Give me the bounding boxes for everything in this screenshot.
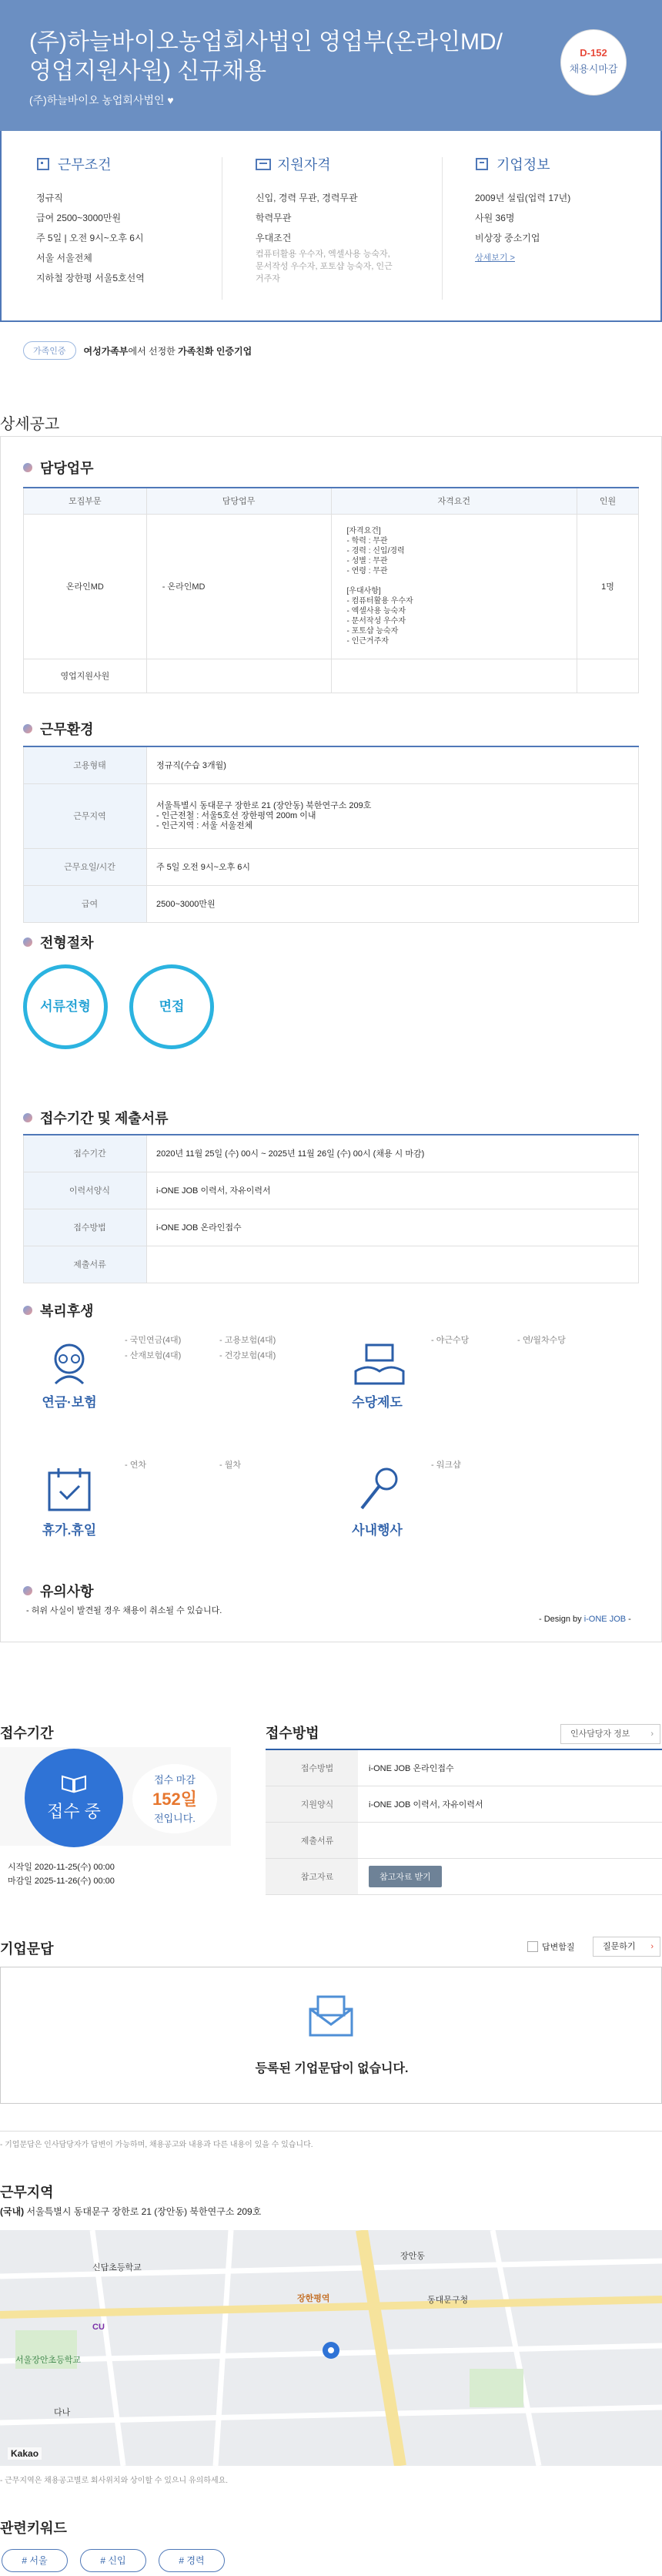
benefit-item: - 고용보험(4대) xyxy=(219,1336,276,1345)
qual-preferences: 컴퓨터활용 우수자, 엑셀사용 능숙자, 문서작성 우수자, 포토샵 능숙자, 인근거주자 xyxy=(256,250,393,283)
row-label: 제출서류 xyxy=(266,1822,358,1858)
row-label: 접수방법 xyxy=(266,1749,358,1786)
row-label: 급여 xyxy=(24,885,147,922)
table-row xyxy=(24,783,639,848)
qual-item: 우대조건 xyxy=(256,233,292,243)
row-label: 이력서양식 xyxy=(24,1172,147,1209)
book-icon xyxy=(25,1773,123,1796)
keyword-tag[interactable]: # 신입 xyxy=(80,2549,146,2572)
divider xyxy=(442,157,443,300)
work-conditions xyxy=(36,154,229,288)
benefit-name: 연금·보험 xyxy=(42,1395,97,1410)
design-credit xyxy=(539,1615,631,1624)
map-brand: Kakao xyxy=(8,2447,42,2460)
map-label: 동대문구청 xyxy=(427,2296,469,2305)
row-label: 고용형태 xyxy=(24,746,147,783)
work-item: 서울 서울전체 xyxy=(36,253,92,263)
hr-info-button[interactable] xyxy=(560,1724,660,1744)
map-label: 신답초등학교 xyxy=(92,2263,142,2272)
row-label: 근무요일/시간 xyxy=(24,848,147,885)
bullet-dot-icon xyxy=(23,1306,32,1315)
design-credit-c: - xyxy=(626,1615,631,1624)
notice-text: - 허위 사실이 발견될 경우 채용이 취소될 수 있습니다. xyxy=(26,1606,222,1615)
map-label: CU xyxy=(92,2323,105,2332)
chevron-right-icon: › xyxy=(650,1729,654,1739)
benefit-name: 수당제도 xyxy=(352,1395,403,1410)
info-icon xyxy=(475,157,490,171)
table-header: 담당업무 xyxy=(146,488,331,514)
cert-text: 에서 선정한 xyxy=(128,345,179,357)
company-detail-link[interactable]: 상세보기 > xyxy=(475,253,515,263)
duty-count: 1명 xyxy=(577,514,639,659)
map-label: 장한평역 xyxy=(297,2294,330,2303)
map-label: 다나 xyxy=(54,2408,71,2417)
checkbox[interactable] xyxy=(527,1941,538,1952)
bullet-dot-icon xyxy=(23,463,32,472)
env-heading xyxy=(23,719,94,739)
qualifications xyxy=(256,154,448,285)
benefit-item: - 야근수당 xyxy=(431,1336,470,1345)
remain-days: 152일 xyxy=(152,1789,197,1809)
qa-note: - 기업문답은 인사담당자가 답변이 가능하며, 채용공고와 내용과 다른 내용이 있을 수 있습니다. xyxy=(0,2141,313,2149)
table-row xyxy=(24,659,639,693)
duty-task xyxy=(146,659,331,693)
job-header xyxy=(0,0,662,131)
table-row xyxy=(24,1209,639,1246)
remain-suffix: 전입니다. xyxy=(154,1813,196,1824)
work-item: 지하철 장한평 서울5호선역 xyxy=(36,273,145,283)
company-item: 2009년 설립(업력 17년) xyxy=(475,193,571,203)
row-value xyxy=(147,1246,639,1283)
row-label: 제출서류 xyxy=(24,1246,147,1283)
pension-icon xyxy=(42,1340,96,1389)
benefit-item: - 건강보험(4대) xyxy=(219,1351,276,1360)
allowance-icon xyxy=(353,1340,406,1389)
table-header: 자격요건 xyxy=(331,488,577,514)
ask-question-button[interactable] xyxy=(593,1937,660,1957)
cert-name: 가족친화 인증기업 xyxy=(178,345,252,357)
company-item: 비상장 중소기업 xyxy=(475,233,540,243)
envelope-icon xyxy=(307,1992,355,2041)
duty-part: 온라인MD xyxy=(24,514,147,659)
duty-table xyxy=(23,487,639,693)
bullet-dot-icon xyxy=(23,937,32,947)
company-title: 기업정보 xyxy=(496,157,550,173)
table-row xyxy=(266,1749,662,1786)
env-title: 근무환경 xyxy=(40,722,94,737)
keyword-tag[interactable]: # 서울 xyxy=(2,2549,68,2572)
download-reference-button[interactable]: 참고자료 받기 xyxy=(369,1866,442,1887)
benefit-name: 휴가.휴일 xyxy=(42,1523,97,1538)
qual-item: 학력무관 xyxy=(256,213,292,223)
table-row xyxy=(266,1786,662,1822)
work-item: 주 5일 | 오전 9시~오후 6시 xyxy=(36,233,144,243)
benefit-item: - 월차 xyxy=(219,1461,241,1470)
row-value: i-ONE JOB 온라인접수 xyxy=(147,1209,639,1246)
table-row xyxy=(24,1246,639,1283)
bullet-dot-icon xyxy=(23,1586,32,1595)
row-label: 근무지역 xyxy=(24,783,147,848)
benefit-item: - 워크샵 xyxy=(431,1461,461,1470)
benefit-item: - 산재보험(4대) xyxy=(125,1351,182,1360)
certification-row xyxy=(23,341,252,360)
cert-agency: 여성가족부 xyxy=(83,345,129,357)
qual-title: 지원자격 xyxy=(277,157,331,173)
keyword-tag[interactable]: # 경력 xyxy=(159,2549,225,2572)
table-row xyxy=(24,885,639,922)
notice-title: 유의사항 xyxy=(40,1584,94,1599)
table-header: 인원 xyxy=(577,488,639,514)
duty-req xyxy=(331,659,577,693)
duty-heading xyxy=(23,458,94,478)
table-row xyxy=(24,848,639,885)
row-value: i-ONE JOB 이력서, 자유이력서 xyxy=(358,1786,662,1822)
remain-circle xyxy=(132,1764,217,1833)
job-title: (주)하늘바이오농업회사법인 영업부(온라인MD/ 영업지원사원) 신규채용 xyxy=(29,29,503,84)
duty-count xyxy=(577,659,639,693)
row-label: 접수기간 xyxy=(24,1135,147,1172)
notice-heading xyxy=(23,1581,94,1601)
benefit-item: - 국민연금(4대) xyxy=(125,1336,182,1345)
dday-badge xyxy=(560,29,627,96)
detail-heading: 상세공고 xyxy=(0,416,60,433)
row-value xyxy=(358,1822,662,1858)
location-text: 서울특별시 동대문구 장한로 21 (장안동) 북한연구소 209호 xyxy=(24,2206,262,2217)
duty-task: - 온라인MD xyxy=(146,514,331,659)
duty-part: 영업지원사원 xyxy=(24,659,147,693)
location-note: - 근무지역은 채용공고별로 회사위치와 상이할 수 있으니 유의하세요. xyxy=(0,2477,229,2485)
summary-panel xyxy=(0,131,662,322)
table-row xyxy=(266,1822,662,1858)
hr-info-label: 인사담당자 정보 xyxy=(570,1729,630,1739)
benefit-item: - 연차 xyxy=(125,1461,146,1470)
remain-label: 접수 마감 xyxy=(154,1774,196,1786)
keywords-heading: 관련키워드 xyxy=(0,2521,67,2536)
divider xyxy=(0,2131,662,2132)
design-credit-brand: i-ONE JOB xyxy=(583,1615,627,1624)
qual-item: 신입, 경력 무관, 경력무관 xyxy=(256,193,358,203)
location-map[interactable] xyxy=(0,2230,662,2466)
process-step: 서류전형 xyxy=(23,964,108,1049)
table-row xyxy=(24,1135,639,1172)
map-label: 서울장안초등학교 xyxy=(15,2356,82,2365)
row-value: i-ONE JOB 이력서, 자유이력서 xyxy=(147,1172,639,1209)
company-item: 사원 36명 xyxy=(475,213,515,223)
status-circle xyxy=(25,1749,123,1847)
id-card-icon xyxy=(256,157,271,171)
design-credit-a: - Design by xyxy=(539,1615,584,1624)
location-heading: 근무지역 xyxy=(0,2185,54,2200)
method-table xyxy=(266,1749,662,1895)
row-value: 주 5일 오전 9시~오후 6시 xyxy=(147,848,639,885)
row-label: 참고자료 xyxy=(266,1858,358,1894)
period-heading: 접수기간 xyxy=(0,1726,54,1741)
table-row xyxy=(24,514,639,659)
duty-req: [자격요건] - 학력 : 무관 - 경력 : 신입/경력 - 성별 : 무관 - 연령 : 무관 [우대사항] - 컴퓨터활용 우수자 - 엑셀사용 능숙자 - 문서작성 우수자 - 포토샵 능숙자 - 인근거주자 xyxy=(331,514,577,659)
work-title: 근무조건 xyxy=(58,157,112,173)
benefits-title: 복리후생 xyxy=(40,1303,94,1319)
ask-question-label: 질문하기 xyxy=(603,1942,636,1951)
company-name[interactable]: (주)하늘바이오 농업회사법인 ♥ xyxy=(29,94,174,106)
work-item: 정규직 xyxy=(36,193,63,203)
work-item: 급여 2500~3000만원 xyxy=(36,213,122,223)
row-value: i-ONE JOB 온라인접수 xyxy=(358,1749,662,1786)
qa-heading: 기업문답 xyxy=(0,1941,54,1957)
row-value: 서울특별시 동대문구 장한로 21 (장안동) 북한연구소 209호 - 인근전철 : 서울5호선 장한평역 200m 이내 - 인근지역 : 서울 서울전체 xyxy=(147,783,639,848)
dday-count: D-152 xyxy=(580,47,607,59)
qa-box xyxy=(0,1967,662,2104)
row-label: 접수방법 xyxy=(24,1209,147,1246)
method-heading: 접수방법 xyxy=(266,1726,319,1741)
map-label: 장안동 xyxy=(400,2252,425,2261)
qa-empty-text: 등록된 기업문답이 없습니다. xyxy=(255,2062,409,2075)
row-value: 2020년 11월 25일 (수) 00시 ~ 2025년 11월 26일 (수) 00시 (채용 시 마감) xyxy=(147,1135,639,1172)
process-heading xyxy=(23,932,94,952)
status-text: 접수 중 xyxy=(47,1802,101,1821)
company-info xyxy=(475,154,662,268)
start-date: 시작일 2020-11-25(수) 00:00 xyxy=(8,1863,115,1872)
table-header: 모집부문 xyxy=(24,488,147,514)
row-label: 지원양식 xyxy=(266,1786,358,1822)
cert-badge: 가족인증 xyxy=(23,341,76,360)
apply-title: 접수기간 및 제출서류 xyxy=(40,1111,169,1126)
benefit-name: 사내행사 xyxy=(352,1523,403,1538)
bullet-dot-icon xyxy=(23,724,32,733)
row-value: 2500~3000만원 xyxy=(147,885,639,922)
process-title: 전형절차 xyxy=(40,935,94,951)
benefit-item: - 연/월차수당 xyxy=(517,1336,566,1345)
duty-title: 담당업무 xyxy=(40,461,94,476)
table-row xyxy=(24,746,639,783)
calendar-icon xyxy=(46,1467,92,1515)
chevron-right-icon: › xyxy=(650,1942,654,1951)
table-row xyxy=(266,1858,662,1894)
dday-label: 채용시마감 xyxy=(569,63,618,75)
row-value: 정규직(수습 3개월) xyxy=(147,746,639,783)
microphone-icon xyxy=(356,1465,402,1515)
answered-filter[interactable] xyxy=(527,1940,575,1953)
bullet-dot-icon xyxy=(23,1113,32,1122)
process-step: 면접 xyxy=(129,964,214,1049)
benefits-heading xyxy=(23,1300,94,1320)
apply-table xyxy=(23,1134,639,1283)
apply-heading xyxy=(23,1108,169,1128)
table-row xyxy=(24,1172,639,1209)
location-country: (국내) xyxy=(0,2206,25,2217)
env-table xyxy=(23,746,639,923)
location-address xyxy=(0,2205,261,2218)
end-date: 마감일 2025-11-26(수) 00:00 xyxy=(8,1877,115,1886)
answered-filter-label: 답변함질 xyxy=(542,1943,575,1952)
building-icon xyxy=(36,157,52,171)
